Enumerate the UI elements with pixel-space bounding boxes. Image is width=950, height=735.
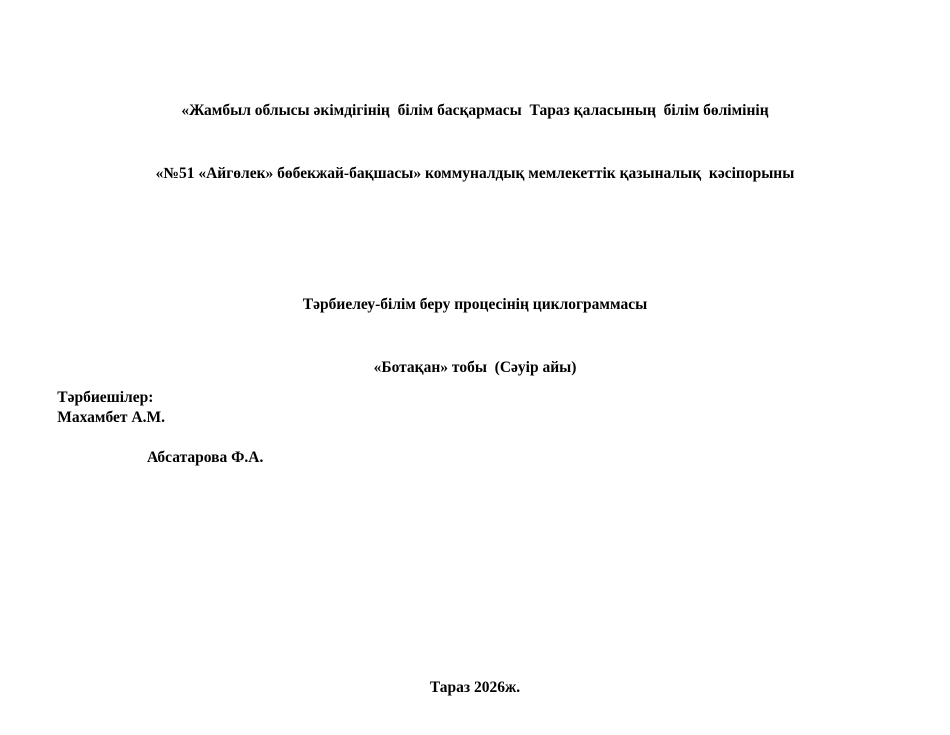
teachers-block bbox=[34, 368, 263, 468]
organization-header bbox=[0, 58, 950, 226]
document-title-line-1: Тәрбиелеу-білім беру процесінің циклограммасы bbox=[302, 296, 648, 313]
teachers-label: Тәрбиешілер: bbox=[57, 389, 154, 406]
teacher-name-1: Махамбет А.М. bbox=[57, 409, 165, 426]
footer-city-year: Тараз 2026ж. bbox=[429, 679, 521, 696]
organization-header-line-1: «Жамбыл облысы әкімдігінің білім басқармасы Тараз қаласының білім бөлімінің bbox=[181, 102, 769, 119]
organization-header-line-2: «№51 «Айгөлек» бөбекжай-бақшасы» коммуналдық мемлекеттік қазыналық кәсіпорыны bbox=[155, 165, 795, 182]
document-title-line-2: «Ботақан» тобы (Сәуір айы) bbox=[373, 359, 577, 376]
teacher-name-2: Абсатарова Ф.А. bbox=[147, 449, 264, 466]
